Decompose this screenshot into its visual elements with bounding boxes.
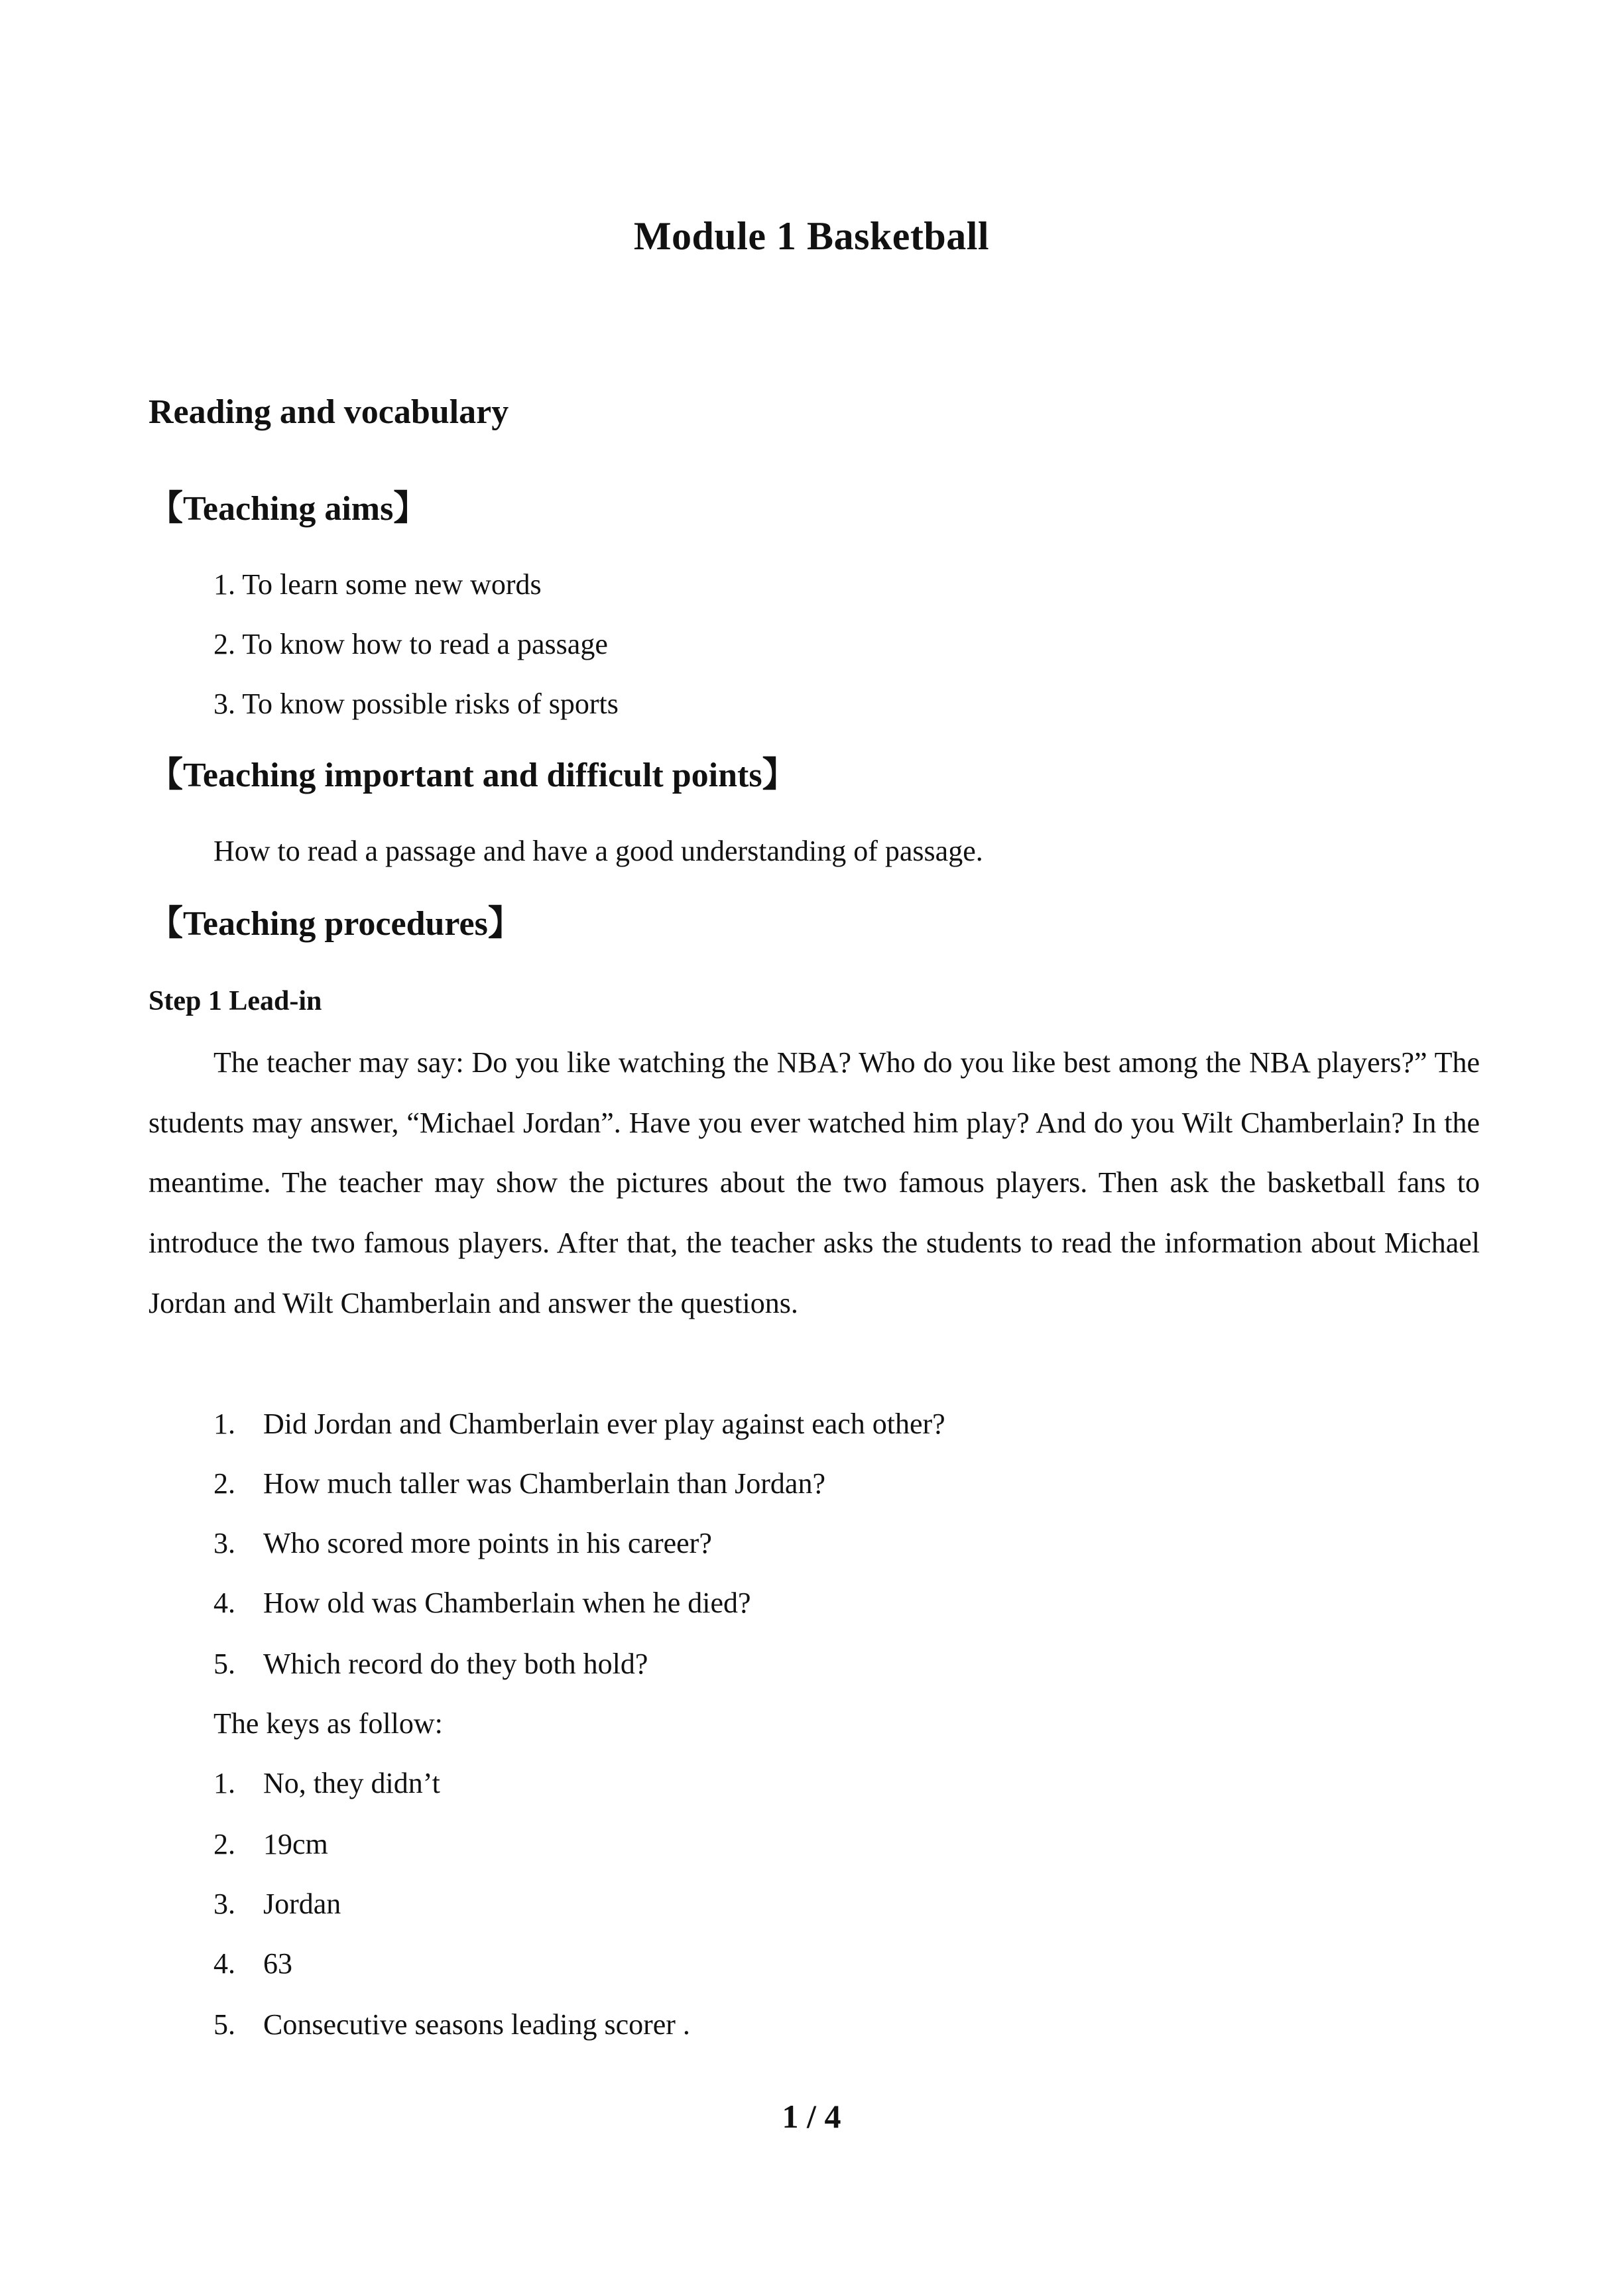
key-item: 3. Jordan	[213, 1888, 341, 1920]
question-item: 3. Who scored more points in his career?	[213, 1527, 712, 1559]
key-item: 2. 19cm	[213, 1828, 328, 1860]
teaching-aims-heading: 【Teaching aims】	[149, 490, 428, 528]
key-item: 5. Consecutive seasons leading scorer .	[213, 2008, 690, 2041]
question-item: 5. Which record do they both hold?	[213, 1648, 648, 1680]
important-points-text: How to read a passage and have a good understanding of passage.	[213, 835, 983, 867]
page-title: Module 1 Basketball	[633, 214, 990, 258]
section-heading: Reading and vocabulary	[149, 393, 509, 431]
aim-item: 1. To learn some new words	[213, 568, 542, 601]
key-item: 4. 63	[213, 1947, 292, 1980]
procedures-heading: 【Teaching procedures】	[149, 905, 522, 943]
aim-item: 2. To know how to read a passage	[213, 628, 608, 660]
aim-item: 3. To know possible risks of sports	[213, 688, 619, 720]
keys-label: The keys as follow:	[213, 1707, 443, 1740]
important-points-heading: 【Teaching important and difficult points】	[149, 756, 797, 794]
question-item: 4. How old was Chamberlain when he died?	[213, 1587, 751, 1619]
question-item: 2. How much taller was Chamberlain than Jordan?	[213, 1467, 825, 1500]
question-item: 1. Did Jordan and Chamberlain ever play against each other?	[213, 1408, 945, 1440]
lead-in-text: The teacher may say: Do you like watching the NBA? Who do you like best among the NBA players?” The students may answer, “Michael Jordan”. Have you ever watched him play? And do you Wilt Chamberlain? In the meantime. The teacher may show the pictures about the two famous players. Then ask the basketball fans to introduce the two famous players. After that, the teacher asks the students to read the information about Michael Jordan and Wilt Chamberlain and answer the questions.	[149, 1046, 1480, 1319]
page-number: 1 / 4	[782, 2098, 841, 2135]
step1-heading: Step 1 Lead-in	[149, 986, 322, 1016]
key-item: 1. No, they didn’t	[213, 1767, 440, 1799]
lead-in-paragraph	[149, 1033, 1480, 1334]
